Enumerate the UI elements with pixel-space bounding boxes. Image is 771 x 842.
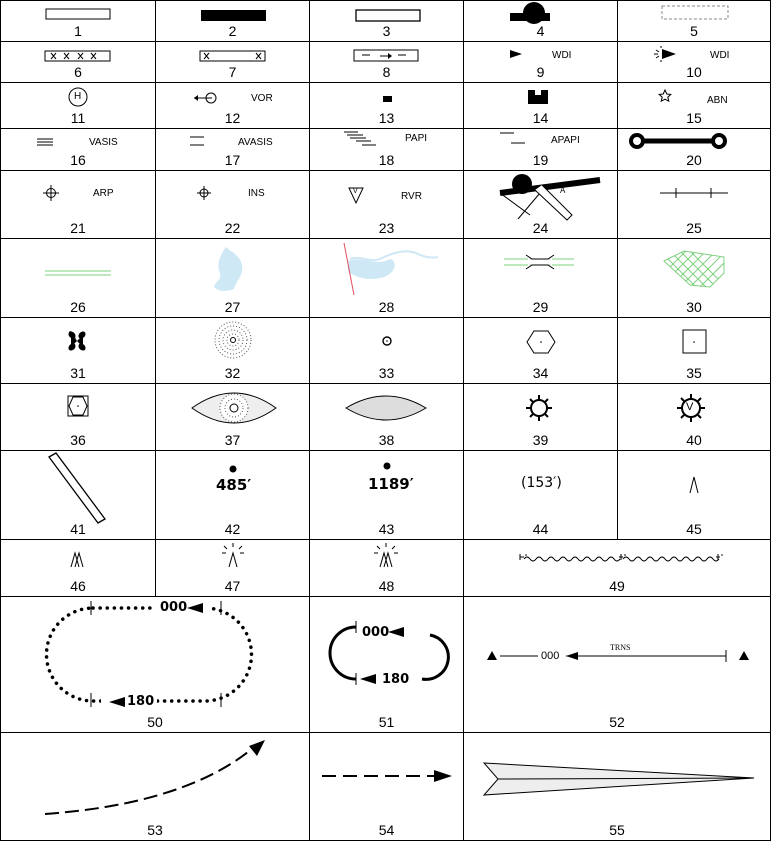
symbol-number: 37: [224, 432, 241, 448]
symbol-cell-42: [155, 450, 310, 540]
symbol-number: 2: [228, 23, 237, 39]
vor-label: VOR: [251, 93, 273, 104]
symbol-cell-30: [617, 238, 771, 318]
symbol-number: 18: [378, 152, 395, 168]
symbol-number: 14: [532, 110, 549, 126]
holding-course-bottom: 180: [127, 694, 155, 709]
symbol-number: 7: [228, 64, 237, 80]
symbol-number: 19: [532, 152, 549, 168]
symbol-cell-5: [617, 0, 771, 42]
symbol-number: 42: [224, 521, 241, 537]
symbol-number: 51: [378, 714, 395, 730]
symbol-cell-31: [0, 317, 156, 384]
symbol-number: 47: [224, 578, 241, 594]
symbol-number: 26: [70, 299, 86, 315]
symbol-number: 16: [70, 152, 86, 168]
turn-course-bottom: 180: [382, 672, 410, 687]
intersection-glyph: A: [560, 186, 566, 195]
gear-glyph: V: [686, 401, 694, 413]
symbol-cell-14: [463, 82, 618, 129]
symbol-number: 30: [686, 299, 702, 315]
symbol-cell-38: [309, 383, 464, 451]
symbol-number: 22: [224, 220, 241, 236]
symbol-cell-24: [463, 170, 618, 239]
symbol-number: 44: [532, 521, 549, 537]
symbol-cell-54: [309, 732, 464, 841]
symbol-cell-34: [463, 317, 618, 384]
symbol-number: 46: [70, 578, 86, 594]
symbol-cell-16: [0, 128, 156, 171]
symbol-number: 5: [690, 23, 698, 39]
symbol-cell-19: [463, 128, 618, 171]
symbol-number: 11: [70, 110, 86, 126]
symbol-number: 33: [378, 365, 395, 381]
symbol-cell-28: [309, 238, 464, 318]
symbol-cell-33: [309, 317, 464, 384]
symbol-cell-11: [0, 82, 156, 129]
symbol-cell-50: [0, 596, 310, 733]
symbol-number: 1: [74, 23, 82, 39]
symbol-cell-2: [155, 0, 310, 42]
symbol-number: 34: [532, 365, 549, 381]
symbol-number: 50: [147, 714, 163, 730]
wdi-label: WDI: [710, 50, 730, 61]
holding-course-top: 000: [160, 600, 188, 615]
rvr-glyph: V: [353, 188, 358, 195]
route-course: 000: [541, 650, 560, 662]
symbol-cell-6: [0, 41, 156, 83]
symbol-cell-55: [463, 732, 771, 841]
symbol-number: 54: [378, 822, 395, 838]
symbol-cell-4: [463, 0, 618, 42]
symbol-cell-13: [309, 82, 464, 129]
rvr-label: RVR: [401, 191, 422, 202]
symbol-cell-25: [617, 170, 771, 239]
symbol-number: 24: [532, 220, 549, 236]
symbol-cell-47: [155, 539, 310, 597]
abn-label: ABN: [707, 95, 728, 106]
symbol-cell-18: [309, 128, 464, 171]
symbol-number: 43: [378, 521, 395, 537]
apapi-label: APAPI: [551, 135, 580, 146]
turn-course-top: 000: [362, 625, 390, 640]
symbol-cell-9: [463, 41, 618, 83]
symbol-cell-17: [155, 128, 310, 171]
symbol-cell-39: [463, 383, 618, 451]
symbol-number: 23: [378, 220, 395, 236]
symbol-cell-23: [309, 170, 464, 239]
symbol-number: 15: [686, 110, 702, 126]
symbol-cell-20: [617, 128, 771, 171]
symbol-number: 52: [609, 714, 625, 730]
symbol-cell-37: [155, 383, 310, 451]
arp-label: ARP: [93, 188, 114, 199]
symbol-cell-8: [309, 41, 464, 83]
symbol-number: 38: [378, 432, 395, 448]
avasis-label: AVASIS: [238, 137, 273, 148]
symbol-number: 29: [532, 299, 549, 315]
symbol-cell-35: [617, 317, 771, 384]
symbol-number: 9: [536, 64, 545, 80]
symbol-cell-21: [0, 170, 156, 239]
symbol-number: 49: [609, 578, 625, 594]
heliport-glyph: H: [74, 91, 82, 102]
symbol-number: 48: [378, 578, 395, 594]
symbol-number: 20: [686, 152, 702, 168]
trns-label: TRNS: [610, 643, 631, 652]
symbol-cell-32: [155, 317, 310, 384]
symbol-cell-36: [0, 383, 156, 451]
symbol-number: 45: [686, 521, 702, 537]
symbol-number: 6: [74, 64, 82, 80]
symbol-number: 3: [382, 23, 391, 39]
symbol-number: 10: [686, 64, 702, 80]
symbol-number: 41: [70, 521, 86, 537]
symbol-cell-40: [617, 383, 771, 451]
symbol-cell-27: [155, 238, 310, 318]
symbol-number: 53: [147, 822, 163, 838]
symbol-number: 55: [609, 822, 625, 838]
elevation-value: (153′): [521, 475, 562, 491]
symbol-number: 13: [378, 110, 395, 126]
symbol-cell-29: [463, 238, 618, 318]
ins-label: INS: [248, 188, 265, 199]
vasis-label: VASIS: [89, 137, 118, 148]
symbol-number: 40: [686, 432, 702, 448]
symbol-cell-52: [463, 596, 771, 733]
symbol-cell-48: [309, 539, 464, 597]
elevation-value: 1189′: [368, 475, 414, 493]
papi-label: PAPI: [405, 133, 428, 144]
symbol-number: 4: [536, 23, 545, 39]
symbol-cell-53: [0, 732, 310, 841]
symbol-cell-49: [463, 539, 771, 597]
symbol-number: 39: [532, 432, 549, 448]
elevation-value: 485′: [216, 476, 252, 494]
symbol-cell-12: [155, 82, 310, 129]
symbol-number: 25: [686, 220, 702, 236]
symbol-cell-41: [0, 450, 156, 540]
symbol-cell-3: [309, 0, 464, 42]
symbol-cell-1: [0, 0, 156, 42]
symbol-number: 12: [224, 110, 241, 126]
symbol-number: 36: [70, 432, 86, 448]
symbol-number: 8: [382, 64, 391, 80]
symbol-number: 28: [378, 299, 395, 315]
symbol-cell-26: [0, 238, 156, 318]
symbol-cell-51: [309, 596, 464, 733]
wdi-label: WDI: [552, 50, 572, 61]
symbol-cell-10: [617, 41, 771, 83]
symbol-number: 31: [70, 365, 86, 381]
symbol-number: 21: [70, 220, 86, 236]
symbol-number: 32: [224, 365, 241, 381]
symbol-cell-44: [463, 450, 618, 540]
symbol-cell-15: [617, 82, 771, 129]
symbol-number: 27: [224, 299, 241, 315]
symbol-cell-7: [155, 41, 310, 83]
symbol-cell-43: [309, 450, 464, 540]
symbol-number: 35: [686, 365, 702, 381]
symbol-cell-46: [0, 539, 156, 597]
symbol-number: 17: [224, 152, 241, 168]
symbol-cell-22: [155, 170, 310, 239]
symbol-cell-45: [617, 450, 771, 540]
